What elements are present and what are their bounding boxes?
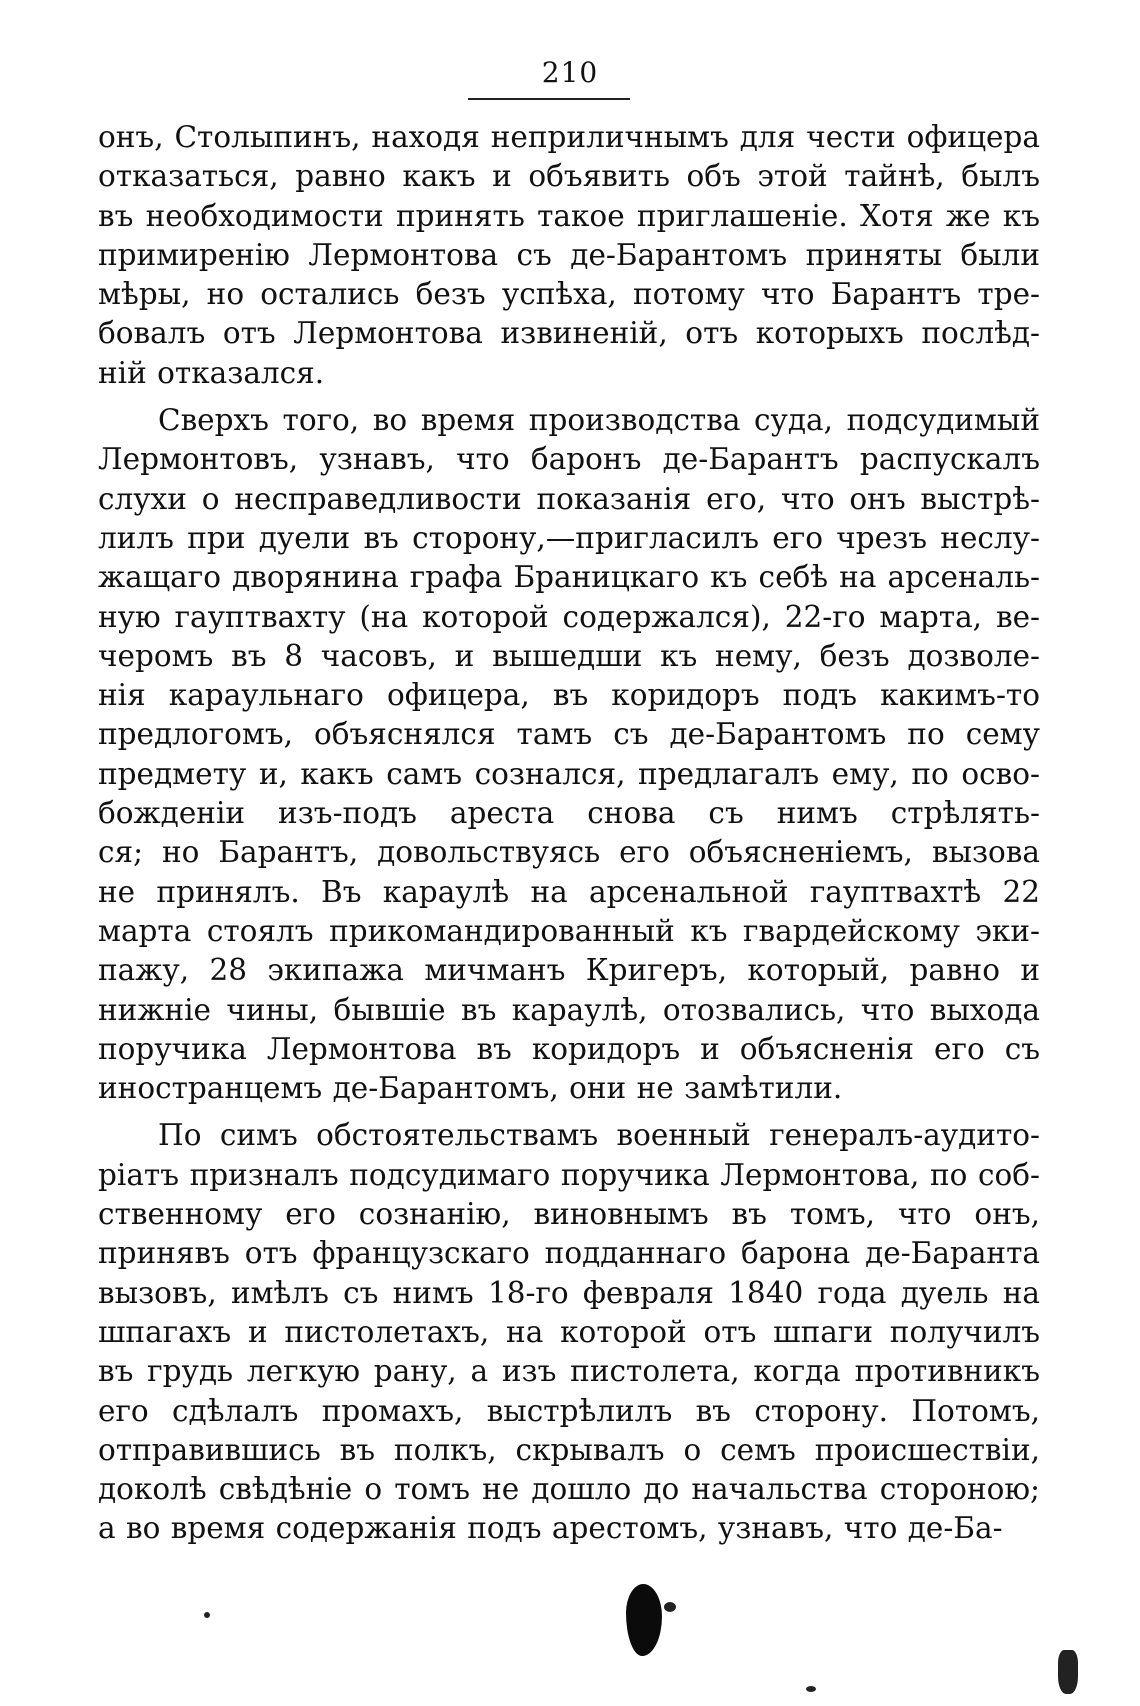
text-line: доколѣ свѣдѣніе о томъ не дошло до начальства стороною; [98,1472,1040,1507]
text-line: слухи о несправедливости показанія его, что онъ выстрѣ- [98,481,1040,516]
text-line: въ необходимости принять такое приглашеніе. Хотя же къ [98,198,1040,233]
text-line: По симъ обстоятельствамъ военный генералъ-аудито- [158,1118,1040,1153]
text-line: Сверхъ того, во время производства суда, подсудимый [158,403,1040,438]
ink-speck [204,1612,210,1618]
text-line: предлогомъ, объяснялся тамъ съ де-Барантомъ по сему [98,717,1040,752]
text-line: въ грудь легкую рану, а изъ пистолета, когда противникъ [98,1354,1040,1389]
text-line: не принялъ. Въ караулѣ на арсенальной гауптвахтѣ 22 [98,874,1040,909]
text-line: ся; но Барантъ, довольствуясь его объясненіемъ, вызова [98,835,1040,870]
text-line: поручика Лермонтова въ коридоръ и объясненія его съ [98,1031,1040,1066]
text-line: Лермонтовъ, узнавъ, что баронъ де-Барантъ распускалъ [98,442,1040,477]
text-line: его сдѣлалъ промахъ, выстрѣлилъ въ сторону. Потомъ, [98,1393,1040,1428]
page-number: 210 [541,56,599,89]
text-line: принявъ отъ французскаго подданнаго барона де-Баранта [98,1236,1040,1271]
text-line: черомъ въ 8 часовъ, и вышедши къ нему, безъ дозволе- [98,638,1040,673]
text-line: онъ, Столыпинъ, находя неприличнымъ для чести офицера [98,120,1040,154]
paragraph [98,1116,1040,1548]
text-line: лилъ при дуели въ сторону,—пригласилъ его чрезъ неслу- [98,520,1040,555]
text-line: нижніе чины, бывшіе въ караулѣ, отозвались, что выхода [98,992,1040,1027]
text-line: нія караульнаго офицера, въ коридоръ подъ какимъ-то [98,678,1040,713]
text-line: отправившись въ полкъ, скрывалъ о семъ происшествіи, [98,1432,1040,1467]
header-rule [468,98,630,100]
paragraph [98,401,1040,1108]
text-line: шпагахъ и пистолетахъ, на которой отъ шпаги получилъ [98,1314,1040,1349]
text-line: ную гауптвахту (на которой содержался), 22-го марта, ве- [98,599,1040,634]
text-line: бовалъ отъ Лермонтова извиненій, отъ которыхъ послѣд- [98,316,1040,351]
text-line: отказаться, равно какъ и объявить объ этой тайнѣ, былъ [98,159,1040,194]
text-line: мѣры, но остались безъ успѣха, потому что Барантъ тре- [98,277,1040,312]
text-line: жащаго дворянина графа Браницкаго къ себѣ на арсеналь- [98,560,1040,595]
text-line: иностранцемъ де-Барантомъ, они не замѣтили. [98,1071,843,1106]
text-line: примиренію Лермонтова съ де-Барантомъ приняты были [98,237,1040,272]
body-text [98,118,1040,1549]
ink-speck [806,1686,816,1692]
text-line: а во время содержанія подъ арестомъ, узнавъ, что де-Ба- [98,1511,1003,1546]
text-line: божденіи изъ-подъ ареста снова съ нимъ стрѣлять- [98,796,1040,831]
ink-speck [1058,1650,1078,1694]
text-line: ній отказался. [98,355,325,390]
paragraph [98,118,1040,393]
paragraph-gap [98,1108,1040,1116]
text-line: марта стоялъ прикомандированный къ гвардейскому эки- [98,913,1040,948]
text-line: ріатъ призналъ подсудимаго поручика Лермонтова, по соб- [98,1157,1040,1192]
paragraph-gap [98,393,1040,401]
text-line: предмету и, какъ самъ сознался, предлагалъ ему, по осво- [98,756,1040,791]
text-line: пажу, 28 экипажа мичманъ Кригеръ, который, равно и [98,953,1040,988]
text-line: ственному его сознанію, виновнымъ въ томъ, что онъ, [98,1197,1040,1232]
ink-speck [664,1602,676,1612]
ink-blot [626,1584,662,1656]
text-line: вызовъ, имѣлъ съ нимъ 18-го февраля 1840 года дуель на [98,1275,1040,1310]
